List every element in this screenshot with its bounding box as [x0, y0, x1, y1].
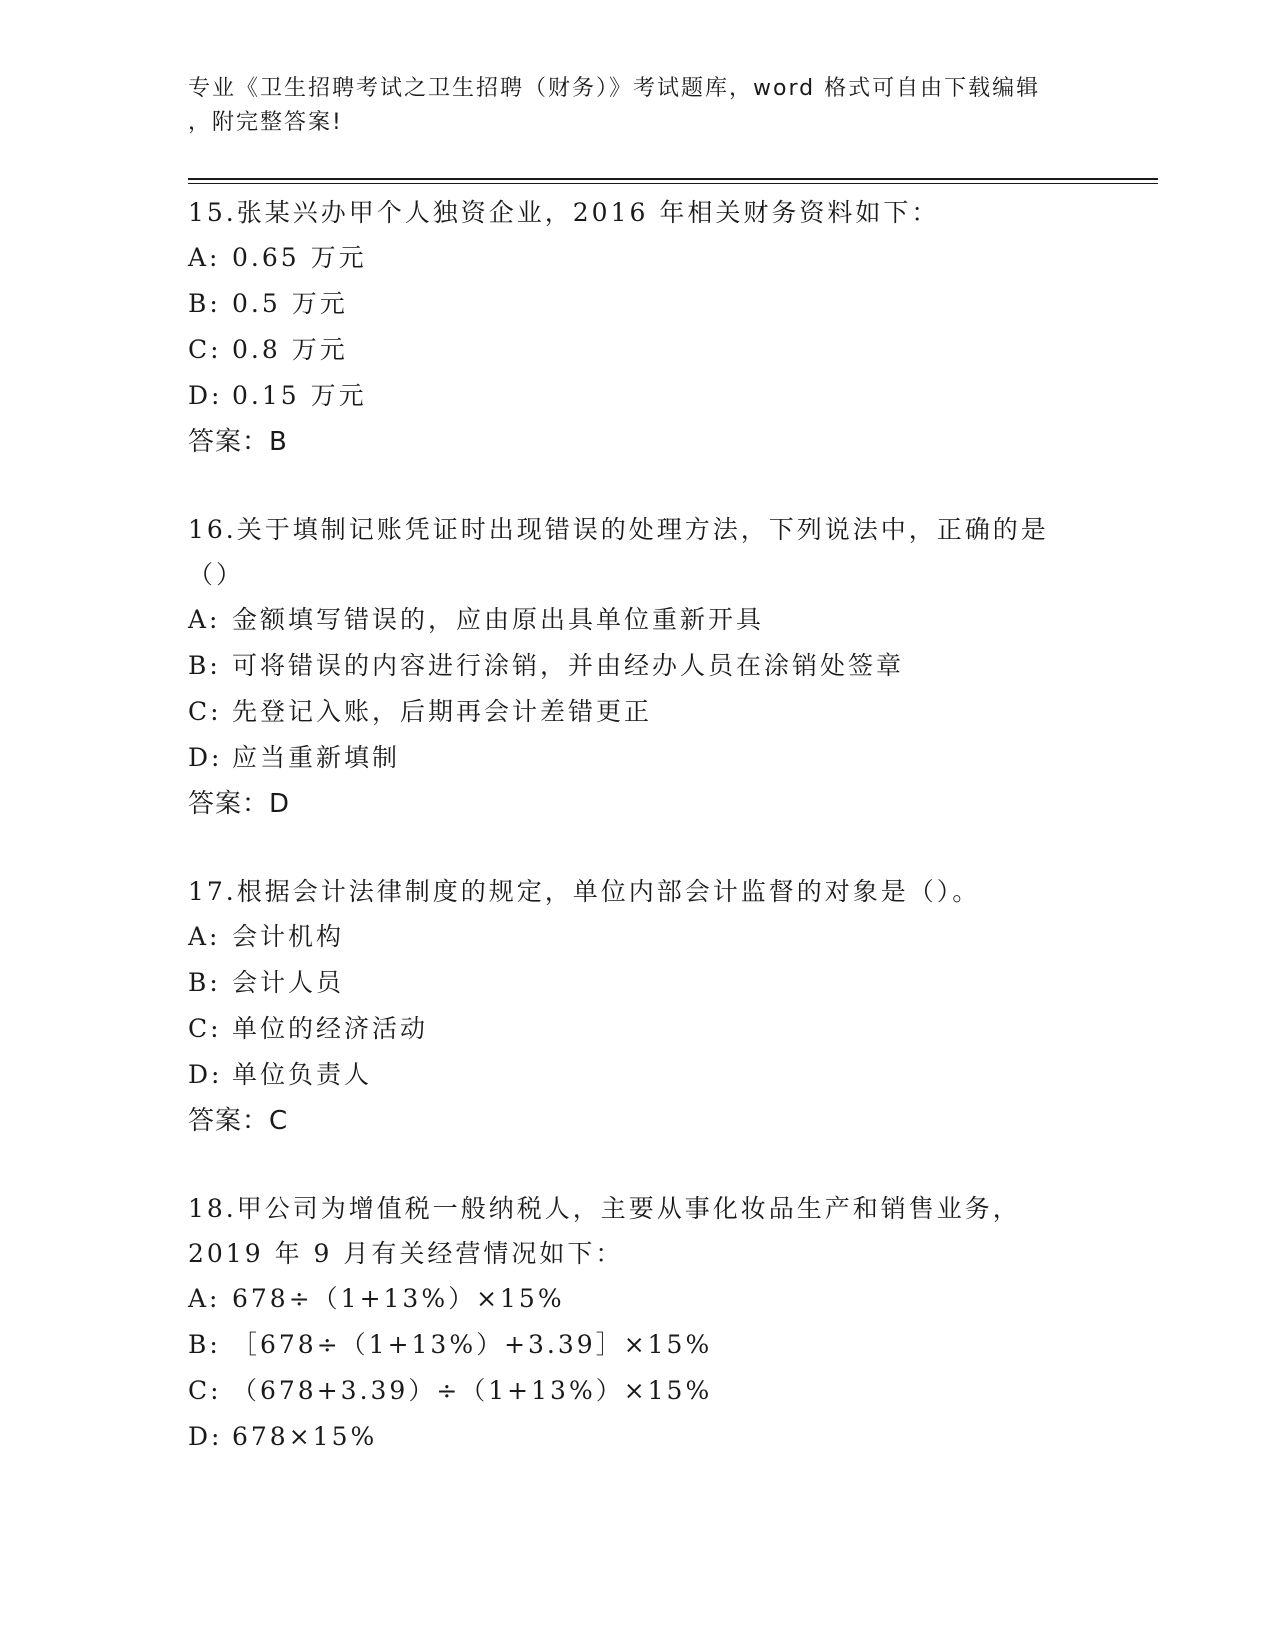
option-text: 0.8 万元 [232, 335, 348, 364]
option-text: 金额填写错误的，应由原出具单位重新开具 [232, 605, 765, 634]
option-text: 会计机构 [232, 922, 345, 951]
question-number: 15. [188, 198, 237, 227]
option-a [188, 235, 1088, 281]
option-key: A: [188, 605, 221, 634]
question-18 [188, 1186, 1088, 1460]
header-line-1: 专业《卫生招聘考试之卫生招聘（财务）》考试题库，word 格式可自由下载编辑 [188, 76, 1041, 101]
option-key: B: [188, 968, 221, 997]
option-text: 可将错误的内容进行涂销，并由经办人员在涂销处签章 [232, 651, 905, 680]
question-stem: 关于填制记账凭证时出现错误的处理方法，下列说法中，正确的是（） [188, 515, 1049, 589]
question-number: 17. [188, 877, 237, 906]
option-text: 0.5 万元 [232, 289, 348, 318]
option-key: D: [188, 1422, 223, 1451]
option-d [188, 373, 1088, 419]
option-b [188, 1322, 1088, 1368]
question-number: 18. [188, 1194, 237, 1223]
option-text: 会计人员 [232, 968, 345, 997]
header-divider-bottom [188, 183, 1158, 184]
question-list [188, 190, 1088, 1502]
option-d [188, 1414, 1088, 1460]
option-key: D: [188, 1060, 223, 1089]
option-key: A: [188, 1284, 221, 1313]
option-key: A: [188, 922, 221, 951]
option-a [188, 1276, 1088, 1322]
option-text: （678+3.39）÷（1+13%）×15% [232, 1376, 713, 1405]
option-text: 678×15% [232, 1422, 378, 1451]
option-text: ［678÷（1+13%）+3.39］×15% [232, 1330, 713, 1359]
option-text: 单位负责人 [232, 1060, 373, 1089]
question-stem: 甲公司为增值税一般纳税人，主要从事化妆品生产和销售业务，2019 年 9 月有关经营情况如下： [188, 1194, 1021, 1268]
header-line-2: ，附完整答案! [188, 110, 343, 135]
question-text [188, 507, 1088, 597]
option-text: 0.65 万元 [232, 243, 367, 272]
option-key: C: [188, 335, 222, 364]
option-key: B: [188, 651, 221, 680]
question-15 [188, 190, 1088, 465]
answer: 答案：B [188, 427, 288, 457]
option-text: 0.15 万元 [232, 381, 367, 410]
option-key: B: [188, 1330, 221, 1359]
option-b [188, 281, 1088, 327]
header-divider-top [188, 178, 1158, 180]
question-17 [188, 869, 1088, 1144]
question-16 [188, 507, 1088, 827]
option-b [188, 960, 1088, 1006]
option-text: 单位的经济活动 [232, 1014, 429, 1043]
option-key: A: [188, 243, 221, 272]
option-c [188, 689, 1088, 735]
option-key: D: [188, 743, 223, 772]
question-text [188, 869, 1088, 914]
answer: 答案：C [188, 1106, 289, 1136]
option-a [188, 597, 1088, 643]
question-stem: 张某兴办甲个人独资企业，2016 年相关财务资料如下： [236, 198, 940, 227]
question-text [188, 190, 1088, 235]
document-header [188, 72, 1088, 140]
option-d [188, 1052, 1088, 1098]
option-c [188, 327, 1088, 373]
question-number: 16. [188, 515, 237, 544]
question-text [188, 1186, 1088, 1276]
option-key: B: [188, 289, 221, 318]
option-text: 678÷（1+13%）×15% [232, 1284, 565, 1313]
question-stem: 根据会计法律制度的规定，单位内部会计监督的对象是（）。 [236, 877, 981, 906]
option-d [188, 735, 1088, 781]
option-b [188, 643, 1088, 689]
option-c [188, 1368, 1088, 1414]
option-key: C: [188, 1014, 222, 1043]
option-key: C: [188, 1376, 222, 1405]
option-c [188, 1006, 1088, 1052]
option-text: 应当重新填制 [232, 743, 401, 772]
option-text: 先登记入账，后期再会计差错更正 [232, 697, 653, 726]
option-key: D: [188, 381, 223, 410]
option-a [188, 914, 1088, 960]
option-key: C: [188, 697, 222, 726]
answer: 答案：D [188, 789, 291, 819]
